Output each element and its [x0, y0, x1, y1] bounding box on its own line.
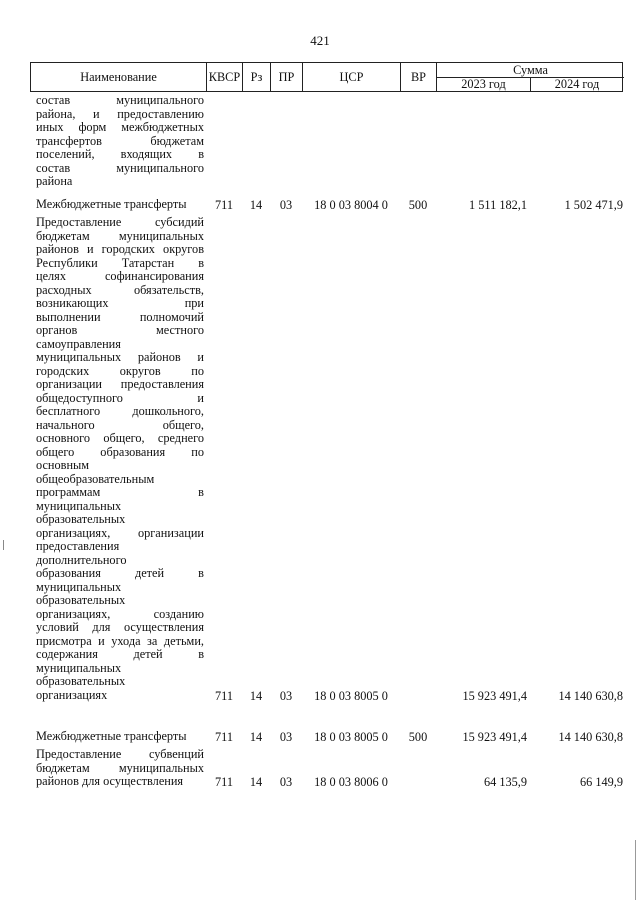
row-name-line: бюджетам муниципальных: [36, 228, 204, 243]
row-name-line: организации предоставления: [36, 377, 204, 391]
row-kvsr: 711: [215, 730, 233, 744]
header-sum: Сумма: [437, 63, 624, 78]
header-csr: ЦСР: [303, 63, 401, 91]
row-s2: 14 140 630,8: [558, 688, 623, 703]
row-name-line: образования детей в: [36, 566, 204, 580]
row-name-line: основным: [36, 458, 90, 472]
row-name-line: района, и предоставлению: [36, 106, 204, 121]
row-name-line: организациях, созданию: [36, 606, 204, 621]
row-name-line: состав муниципального: [36, 93, 204, 107]
row-name-line: муниципальных: [36, 498, 122, 513]
scan-mark: [3, 540, 4, 550]
row-pr: 03: [279, 688, 293, 703]
header-year-2023: 2023 год: [437, 77, 531, 91]
row-name-line: образовательных: [36, 593, 126, 607]
row-name-line: Межбюджетные трансферты: [36, 729, 187, 743]
row-name-line: бюджетам муниципальных: [36, 760, 204, 775]
row-name-line: районов для осуществления: [36, 774, 184, 788]
row-s1: 1 511 182,1: [469, 198, 527, 212]
row-pr: 03: [279, 730, 293, 744]
row-name: [36, 198, 204, 212]
row-rz: 14: [249, 198, 263, 212]
row-name-line: расходных обязательств,: [36, 282, 204, 297]
row-name-line: района: [36, 174, 73, 188]
row-name-line: начального общего,: [36, 417, 204, 432]
row-csr: 18 0 03 8005 0: [314, 688, 388, 703]
row-rz: 14: [249, 688, 263, 703]
row-name-line: муниципальных: [36, 579, 122, 594]
row-csr: 18 0 03 8006 0: [314, 775, 388, 789]
row-name-line: возникающих при: [36, 296, 204, 310]
row-name-line: Республики Татарстан в: [36, 255, 204, 270]
row-s2: 1 502 471,9: [564, 198, 623, 212]
header-name: Наименование: [31, 63, 207, 91]
row-name-line: муниципальных районов и: [36, 350, 204, 364]
row-name-line: бесплатного дошкольного,: [36, 404, 204, 418]
row-name: [36, 94, 204, 189]
row-kvsr: 711: [215, 775, 233, 789]
row-s1: 15 923 491,4: [462, 688, 527, 703]
row-name-line: присмотра и ухода за детьми,: [36, 633, 204, 648]
header-kvsr: КВСР: [207, 63, 243, 91]
scan-mark: [635, 840, 636, 900]
row-name-line: органов местного: [36, 323, 204, 337]
row-s2: 66 149,9: [579, 775, 623, 789]
row-name-line: дополнительного: [36, 552, 127, 567]
row-pr: 03: [279, 775, 293, 789]
row-name-line: общедоступного и: [36, 390, 204, 405]
row-csr: 18 0 03 8004 0: [314, 198, 388, 212]
row-name-line: общего образования по: [36, 444, 204, 459]
row-vr: 500: [408, 730, 428, 744]
row-name-line: городских округов по: [36, 363, 204, 378]
row-name-line: поселений, входящих в: [36, 147, 204, 161]
row-csr: 18 0 03 8005 0: [314, 730, 388, 744]
row-name-line: условий для осуществления: [36, 620, 204, 634]
row-name-line: трансфертов бюджетам: [36, 133, 204, 148]
row-name-line: выполнении полномочий: [36, 309, 204, 324]
row-kvsr: 711: [215, 688, 233, 703]
header-vr: ВР: [401, 63, 437, 91]
header-year-2024: 2024 год: [554, 76, 600, 91]
row-name-line: основного общего, среднего: [36, 431, 204, 445]
row-name: [36, 748, 204, 789]
row-name-line: программам в: [36, 485, 204, 499]
row-s1: 64 135,9: [483, 775, 527, 789]
table-header: [30, 62, 623, 92]
row-name-line: муниципальных: [36, 660, 122, 675]
row-name-line: образовательных: [36, 674, 126, 688]
row-name-line: общеобразовательным: [36, 471, 155, 486]
row-name: [36, 730, 204, 744]
row-vr: 500: [408, 198, 428, 212]
row-rz: 14: [249, 775, 263, 789]
header-rz: Рз: [243, 63, 271, 91]
row-pr: 03: [279, 198, 293, 212]
row-name-line: организациях: [36, 687, 108, 702]
row-name-line: Межбюджетные трансферты: [36, 197, 187, 211]
row-name-line: организациях, организации: [36, 525, 204, 540]
header-sum-group: [437, 63, 624, 91]
row-name-line: предоставления: [36, 539, 120, 553]
row-name-line: иных форм межбюджетных: [36, 120, 204, 134]
row-rz: 14: [249, 730, 263, 744]
page-number: 421: [310, 33, 330, 48]
row-name-line: содержания детей в: [36, 647, 204, 661]
row-name-line: образовательных: [36, 512, 126, 526]
row-name-line: целях софинансирования: [36, 269, 204, 283]
row-name-line: Предоставление субсидий: [36, 215, 204, 229]
row-name-line: районов и городских округов: [36, 242, 204, 256]
row-name-line: Предоставление субвенций: [36, 747, 204, 761]
row-s1: 15 923 491,4: [462, 730, 527, 744]
row-s2: 14 140 630,8: [558, 730, 623, 744]
header-pr: ПР: [271, 63, 303, 91]
row-name: [36, 216, 204, 702]
row-name-line: самоуправления: [36, 336, 121, 351]
row-kvsr: 711: [215, 198, 233, 212]
row-name-line: состав муниципального: [36, 160, 204, 175]
